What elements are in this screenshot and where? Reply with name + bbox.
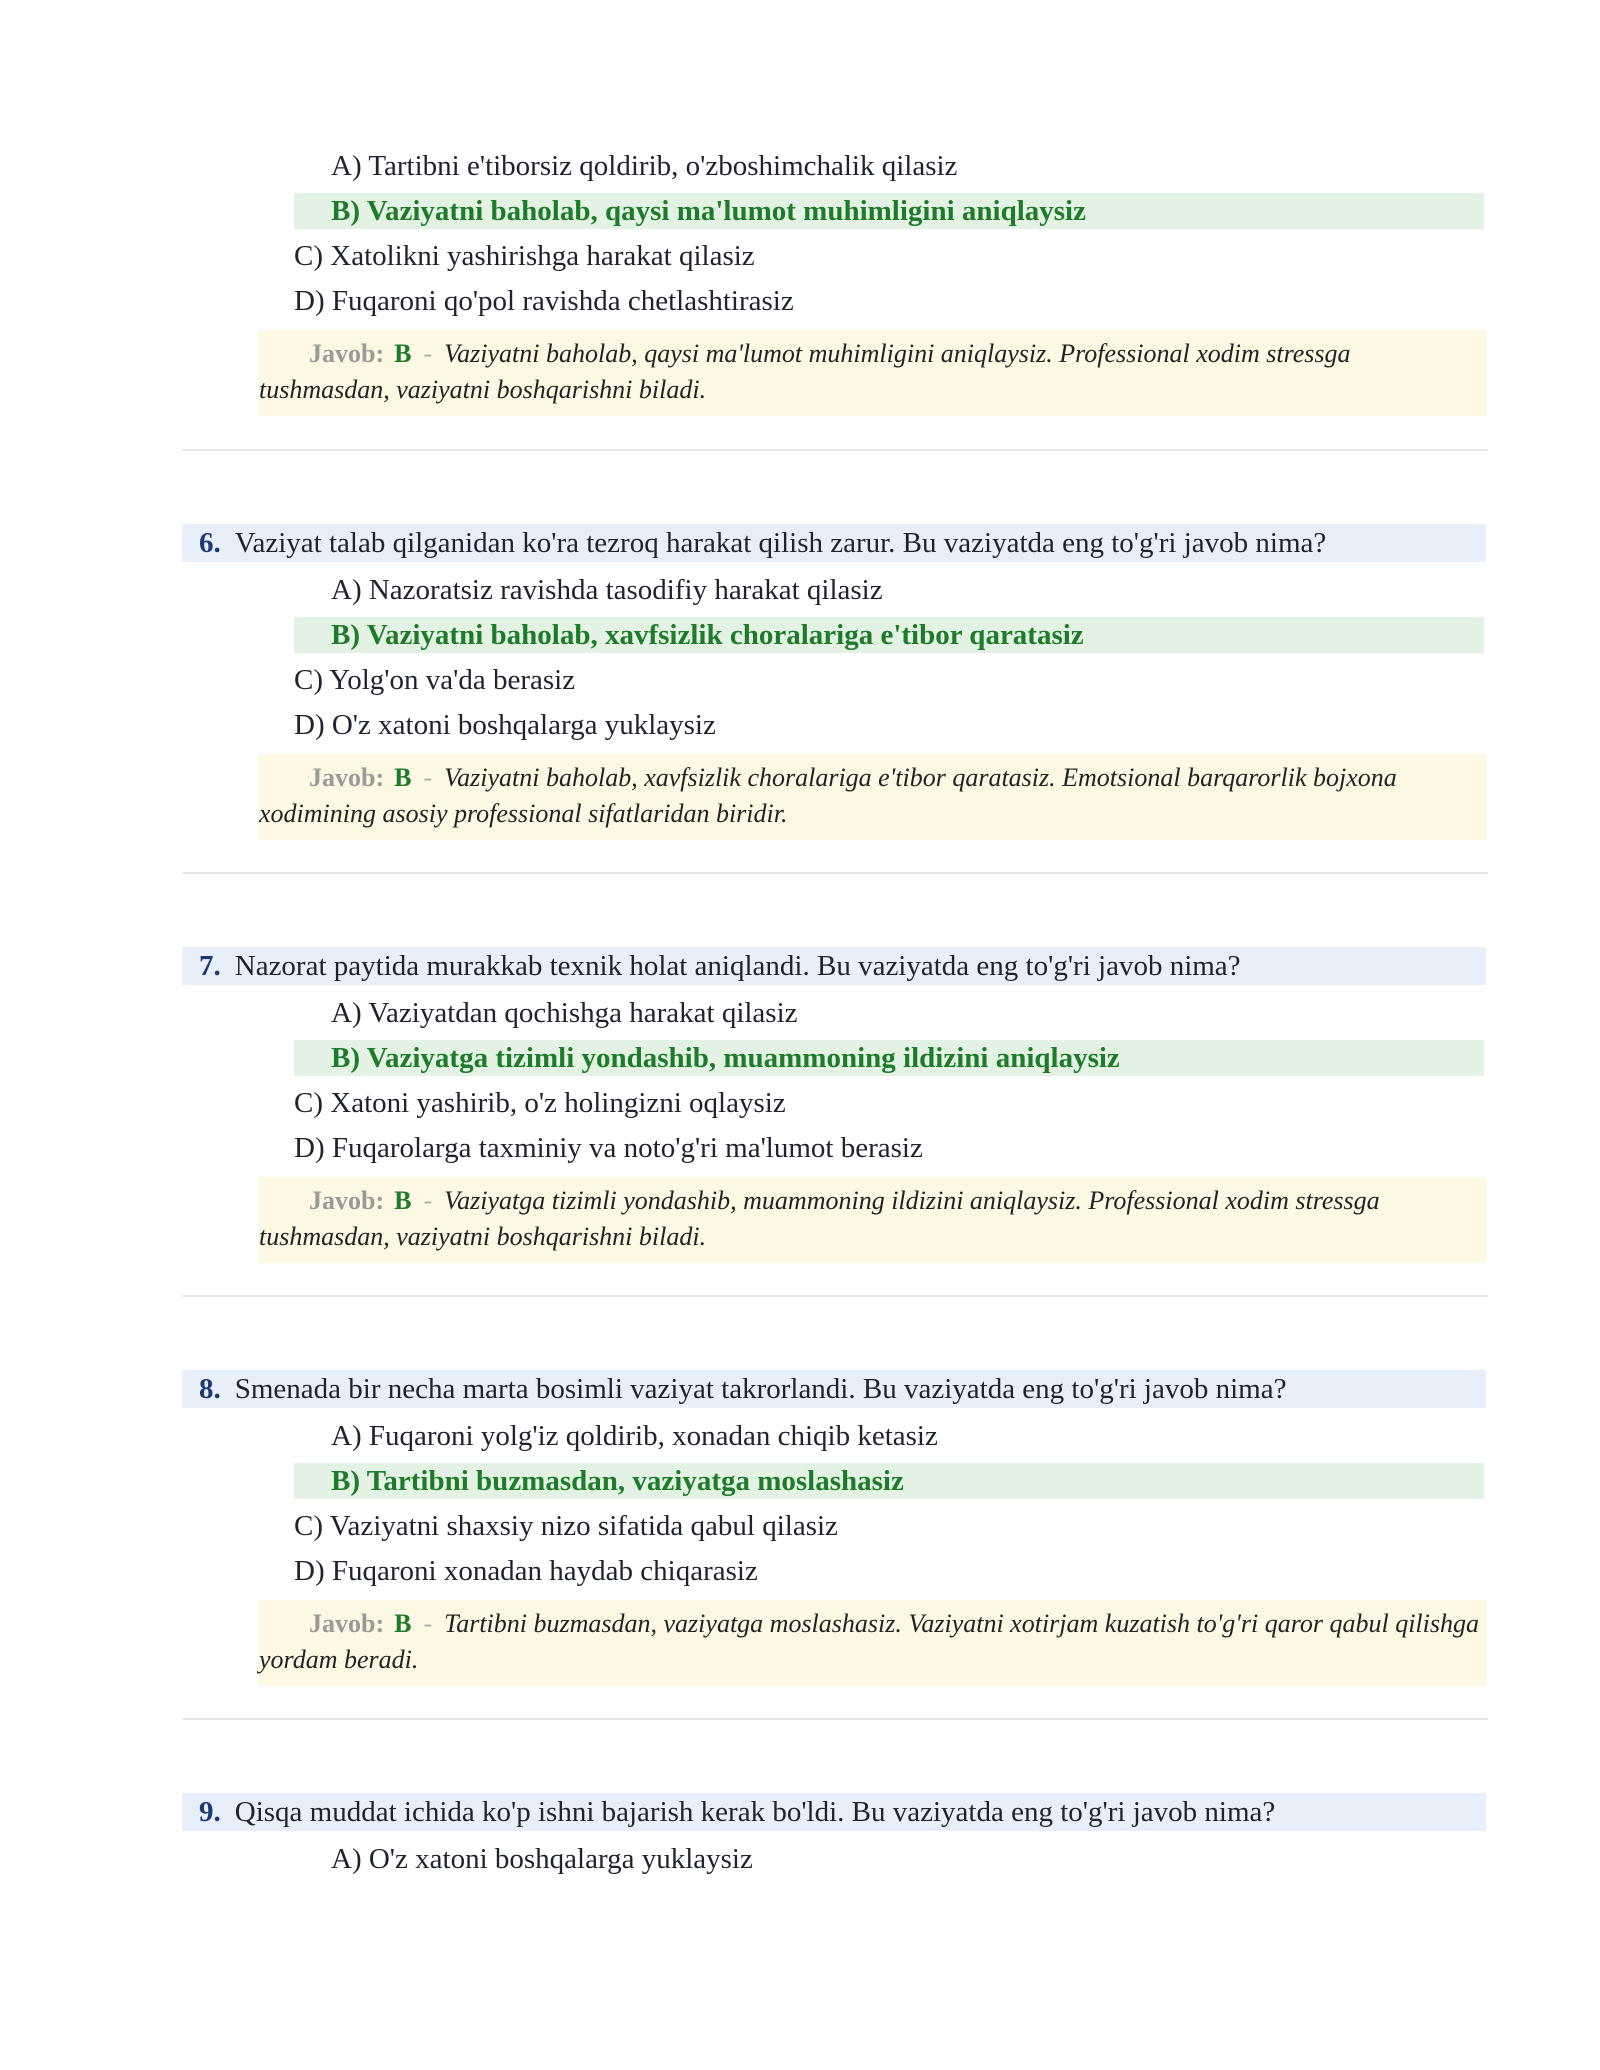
q5-answer-letter: B bbox=[394, 339, 412, 368]
q5-option-b-correct bbox=[294, 193, 1484, 229]
question-8-number: 8. bbox=[199, 1373, 221, 1405]
q7-answer-dash: - bbox=[423, 1186, 433, 1215]
divider bbox=[182, 1718, 1488, 1720]
q5-option-a: A) Tartibni e'tiborsiz qoldirib, o'zboshimchalik qilasiz bbox=[331, 150, 958, 182]
q5-option-b-label: B) Vaziyatni baholab, qaysi ma'lumot muhimligini aniqlaysiz bbox=[331, 195, 1086, 227]
q5-option-d: D) Fuqaroni qo'pol ravishda chetlashtirasiz bbox=[294, 285, 794, 317]
q8-option-b-label: B) Tartibni buzmasdan, vaziyatga moslashasiz bbox=[331, 1465, 904, 1497]
q6-answer-explanation: Vaziyatni baholab, xavfsizlik choralariga e'tibor qaratasiz. Emotsional barqarorlik bojxona xodimining asosiy professional sifatlaridan biridir. bbox=[259, 763, 1397, 828]
q6-option-d: D) O'z xatoni boshqalarga yuklaysiz bbox=[294, 709, 716, 741]
q7-answer-explanation: Vaziyatga tizimli yondashib, muammoning ildizini aniqlaysiz. Professional xodim stressga tushmasdan, vaziyatni boshqarishni biladi. bbox=[259, 1186, 1380, 1251]
q8-option-c: C) Vaziyatni shaxsiy nizo sifatida qabul qilasiz bbox=[294, 1510, 838, 1542]
q7-answer-label: Javob: bbox=[309, 1186, 385, 1215]
q9-option-a: A) O'z xatoni boshqalarga yuklaysiz bbox=[331, 1843, 753, 1875]
q5-answer-explanation: Vaziyatni baholab, qaysi ma'lumot muhimligini aniqlaysiz. Professional xodim stressga tushmasdan, vaziyatni boshqarishni biladi. bbox=[259, 339, 1351, 404]
q6-answer-label: Javob: bbox=[309, 763, 385, 792]
q5-answer-box bbox=[259, 330, 1486, 416]
question-6-text: Vaziyat talab qilganidan ko'ra tezroq harakat qilish zarur. Bu vaziyatda eng to'g'ri javob nima? bbox=[234, 527, 1327, 559]
q7-answer-letter: B bbox=[394, 1186, 412, 1215]
q8-answer-box bbox=[259, 1600, 1486, 1686]
q7-option-b-correct bbox=[294, 1040, 1484, 1076]
divider bbox=[182, 1295, 1488, 1297]
q7-answer-box bbox=[259, 1177, 1486, 1263]
question-9-number: 9. bbox=[199, 1796, 221, 1828]
divider bbox=[182, 449, 1488, 451]
q6-answer-box bbox=[259, 754, 1486, 840]
question-8 bbox=[182, 1370, 1486, 1408]
q8-option-d: D) Fuqaroni xonadan haydab chiqarasiz bbox=[294, 1555, 758, 1587]
q6-answer-dash: - bbox=[423, 763, 433, 792]
q7-option-d: D) Fuqarolarga taxminiy va noto'g'ri ma'lumot berasiz bbox=[294, 1132, 923, 1164]
divider bbox=[182, 872, 1488, 874]
question-7 bbox=[182, 947, 1486, 985]
q5-answer-label: Javob: bbox=[309, 339, 385, 368]
question-6-number: 6. bbox=[199, 527, 221, 559]
q8-answer-letter: B bbox=[394, 1609, 412, 1638]
question-8-text: Smenada bir necha marta bosimli vaziyat takrorlandi. Bu vaziyatda eng to'g'ri javob nima? bbox=[234, 1373, 1287, 1405]
q8-answer-label: Javob: bbox=[309, 1609, 385, 1638]
question-7-text: Nazorat paytida murakkab texnik holat aniqlandi. Bu vaziyatda eng to'g'ri javob nima? bbox=[234, 950, 1241, 982]
q8-answer-explanation: Tartibni buzmasdan, vaziyatga moslashasiz. Vaziyatni xotirjam kuzatish to'g'ri qaror qabul qilishga yordam beradi. bbox=[259, 1609, 1479, 1674]
q6-answer-letter: B bbox=[394, 763, 412, 792]
q5-answer-dash: - bbox=[423, 339, 433, 368]
q6-option-c: C) Yolg'on va'da berasiz bbox=[294, 664, 576, 696]
q6-option-b-label: B) Vaziyatni baholab, xavfsizlik choralariga e'tibor qaratasiz bbox=[331, 619, 1084, 651]
q6-option-b-correct bbox=[294, 617, 1484, 653]
q5-option-c: C) Xatolikni yashirishga harakat qilasiz bbox=[294, 240, 755, 272]
q8-option-a: A) Fuqaroni yolg'iz qoldirib, xonadan chiqib ketasiz bbox=[331, 1420, 938, 1452]
question-9-text: Qisqa muddat ichida ko'p ishni bajarish kerak bo'ldi. Bu vaziyatda eng to'g'ri javob nima? bbox=[234, 1796, 1276, 1828]
question-7-number: 7. bbox=[199, 950, 221, 982]
question-6 bbox=[182, 524, 1486, 562]
q7-option-b-label: B) Vaziyatga tizimli yondashib, muammoning ildizini aniqlaysiz bbox=[331, 1042, 1120, 1074]
q6-option-a: A) Nazoratsiz ravishda tasodifiy harakat qilasiz bbox=[331, 574, 883, 606]
question-9 bbox=[182, 1793, 1486, 1831]
q8-answer-dash: - bbox=[423, 1609, 433, 1638]
q8-option-b-correct bbox=[294, 1463, 1484, 1499]
q7-option-c: C) Xatoni yashirib, o'z holingizni oqlaysiz bbox=[294, 1087, 786, 1119]
q7-option-a: A) Vaziyatdan qochishga harakat qilasiz bbox=[331, 997, 798, 1029]
